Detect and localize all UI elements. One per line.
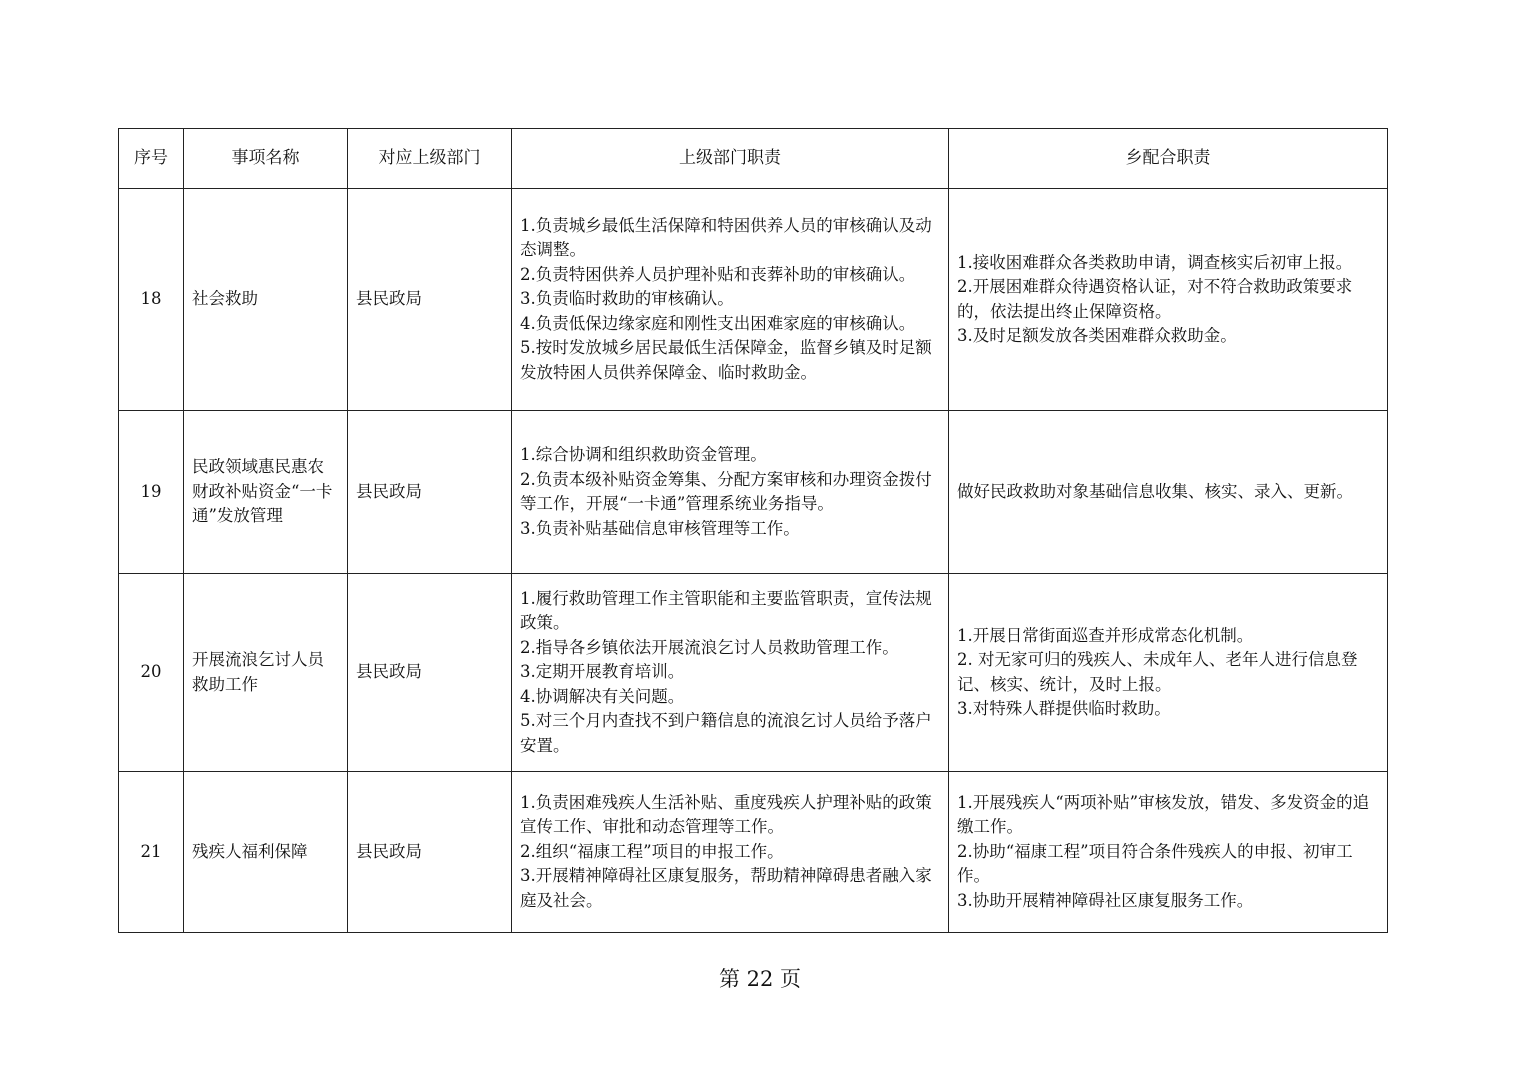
row-name: 民政领域惠民惠农财政补贴资金“一卡通”发放管理 xyxy=(184,411,348,574)
duty-item: 1.综合协调和组织救助资金管理。 xyxy=(520,445,767,464)
duty-item: 2.负责本级补贴资金筹集、分配方案审核和办理资金拨付等工作，开展“一卡通”管理系统业务指导。 xyxy=(520,469,932,513)
row-name: 开展流浪乞讨人员救助工作 xyxy=(184,574,348,772)
cooperate-item: 1.开展残疾人“两项补贴”审核发放，错发、多发资金的追缴工作。 xyxy=(957,792,1370,837)
header-name: 事项名称 xyxy=(184,129,348,189)
cooperate-item: 1.开展日常街面巡查并形成常态化机制。 xyxy=(957,625,1254,645)
row-cooperate xyxy=(949,189,1388,411)
duty-table xyxy=(118,128,1388,933)
duty-item: 5.按时发放城乡居民最低生活保障金，监督乡镇及时足额发放特困人员供养保障金、临时救助金。 xyxy=(520,338,932,382)
header-dept: 对应上级部门 xyxy=(348,129,512,189)
table-row xyxy=(119,411,1388,574)
cooperate-item: 2.开展困难群众待遇资格认证，对不符合救助政策要求的，依法提出终止保障资格。 xyxy=(957,277,1353,321)
duty-item: 3.定期开展教育培训。 xyxy=(520,662,685,682)
row-dept: 县民政局 xyxy=(348,772,512,933)
row-duty xyxy=(512,772,949,933)
header-no: 序号 xyxy=(119,129,184,189)
duty-item: 4.负责低保边缘家庭和刚性支出困难家庭的审核确认。 xyxy=(520,313,916,333)
page-number: 第 22 页 xyxy=(718,967,802,991)
duty-item: 2.指导各乡镇依法开展流浪乞讨人员救助管理工作。 xyxy=(520,637,899,657)
row-cooperate xyxy=(949,574,1388,772)
row-dept: 县民政局 xyxy=(348,574,512,772)
duty-item: 3.负责临时救助的审核确认。 xyxy=(520,289,734,309)
table-row xyxy=(119,574,1388,772)
duty-item: 1.履行救助管理工作主管职能和主要监管职责，宣传法规政策。 xyxy=(520,588,932,633)
duty-item: 3.负责补贴基础信息审核管理等工作。 xyxy=(520,518,800,538)
cooperate-item: 2.协助“福康工程”项目符合条件残疾人的申报、初审工作。 xyxy=(957,841,1353,886)
duty-item: 3.开展精神障碍社区康复服务，帮助精神障碍患者融入家庭及社会。 xyxy=(520,866,932,910)
cooperate-item: 1.接收困难群众各类救助申请，调查核实后初审上报。 xyxy=(957,252,1353,272)
row-cooperate xyxy=(949,411,1388,574)
row-dept: 县民政局 xyxy=(348,189,512,411)
header-cooperate: 乡配合职责 xyxy=(949,129,1388,189)
row-name: 社会救助 xyxy=(184,189,348,411)
duty-item: 2.负责特困供养人员护理补贴和丧葬补助的审核确认。 xyxy=(520,264,916,284)
row-cooperate xyxy=(949,772,1388,933)
duty-item: 2.组织“福康工程”项目的申报工作。 xyxy=(520,841,784,861)
header-duty: 上级部门职责 xyxy=(512,129,949,189)
cooperate-item: 做好民政救助对象基础信息收集、核实、录入、更新。 xyxy=(957,481,1353,501)
row-no: 21 xyxy=(119,772,184,933)
duty-item: 5.对三个月内查找不到户籍信息的流浪乞讨人员给予落户安置。 xyxy=(520,711,932,755)
row-no: 19 xyxy=(119,411,184,574)
duty-item: 1.负责困难残疾人生活补贴、重度残疾人护理补贴的政策宣传工作、审批和动态管理等工作。 xyxy=(520,792,932,837)
table-row xyxy=(119,772,1388,933)
row-dept: 县民政局 xyxy=(348,411,512,574)
cooperate-item: 3.协助开展精神障碍社区康复服务工作。 xyxy=(957,890,1254,910)
row-duty xyxy=(512,574,949,772)
row-name: 残疾人福利保障 xyxy=(184,772,348,933)
row-duty xyxy=(512,411,949,574)
duty-item: 4.协调解决有关问题。 xyxy=(520,686,685,706)
row-no: 18 xyxy=(119,189,184,411)
row-no: 20 xyxy=(119,574,184,772)
cooperate-item: 3.对特殊人群提供临时救助。 xyxy=(957,699,1171,718)
cooperate-item: 2. 对无家可归的残疾人、未成年人、老年人进行信息登记、核实、统计，及时上报。 xyxy=(957,650,1358,694)
table-row xyxy=(119,189,1388,411)
header-row xyxy=(119,129,1388,189)
duty-item: 1.负责城乡最低生活保障和特困供养人员的审核确认及动态调整。 xyxy=(520,215,932,260)
cooperate-item: 3.及时足额发放各类困难群众救助金。 xyxy=(957,326,1237,345)
row-duty xyxy=(512,189,949,411)
